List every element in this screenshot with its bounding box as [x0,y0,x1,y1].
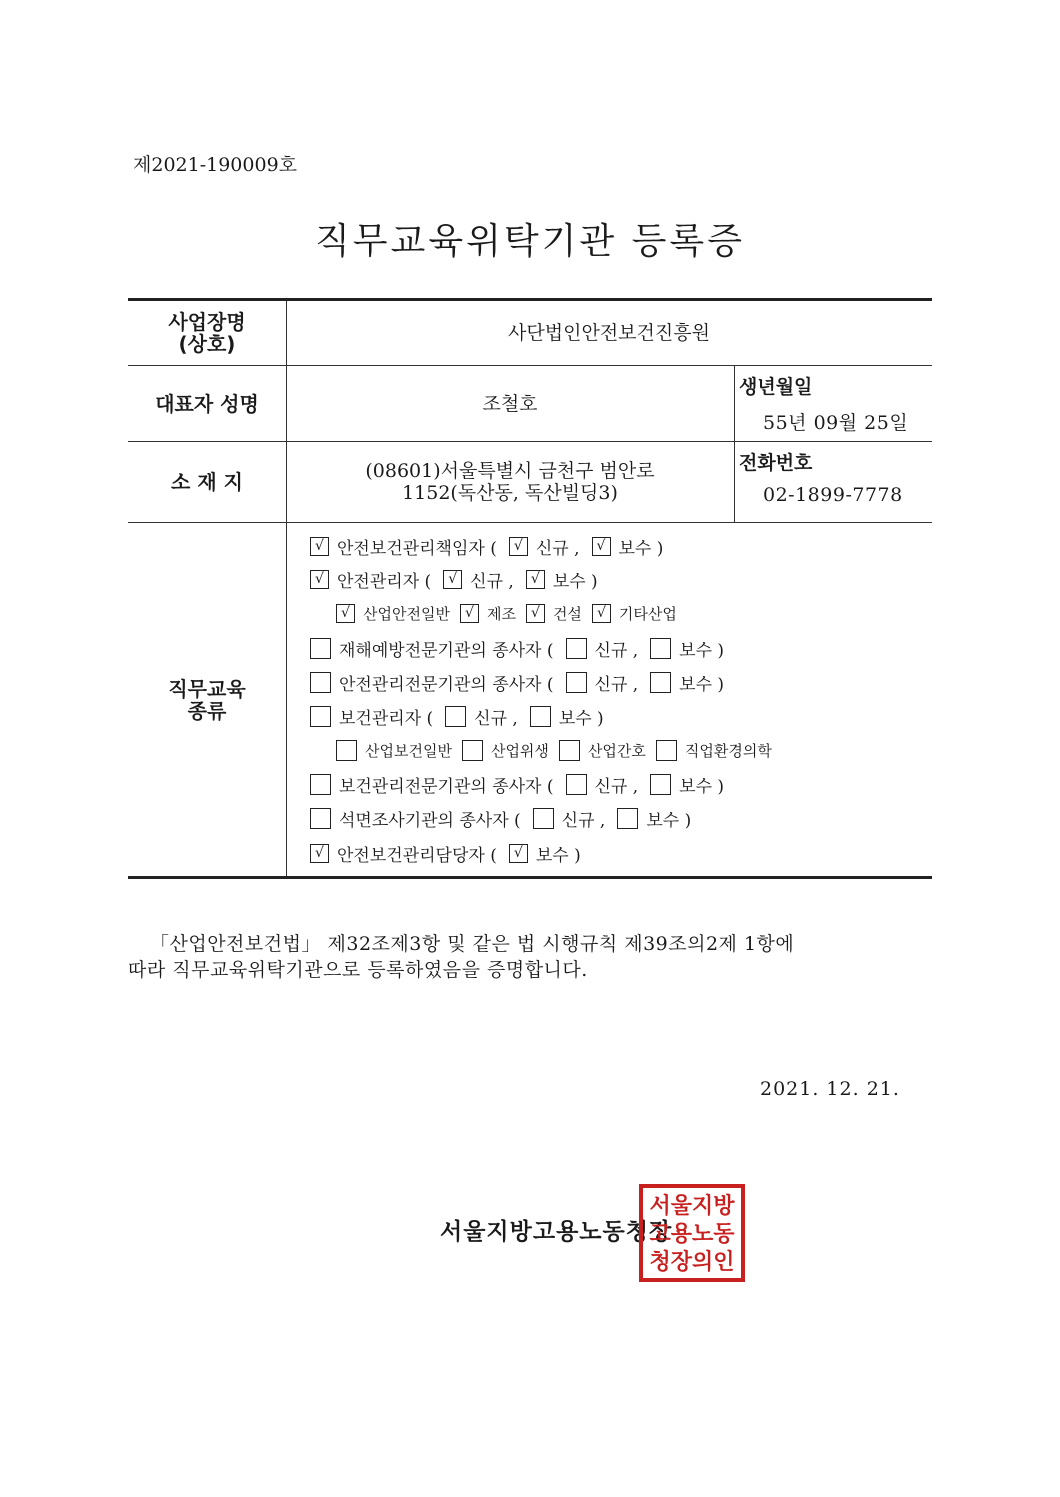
document-title: 직무교육위탁기관 등록증 [315,221,745,262]
main-checkbox[interactable]: √ [310,537,329,556]
representative-label: 대표자 성명 [128,366,287,441]
new-checkbox[interactable] [445,706,466,727]
renewal-checkbox[interactable]: √ [592,537,611,556]
renewal-checkbox[interactable]: √ [509,844,528,863]
sub-checkbox[interactable] [559,740,580,761]
phone-label: 전화번호 [739,452,813,474]
sub-checkbox[interactable] [656,740,677,761]
new-label: 신규 , [561,810,606,831]
line-label: 안전관리자 ( [337,571,432,592]
sub-label: 산업간호 [587,741,646,760]
new-checkbox[interactable]: √ [509,537,528,556]
sub-checkbox[interactable] [336,740,357,761]
main-checkbox[interactable] [310,706,331,727]
sub-label: 건설 [552,604,582,623]
representative-row [128,366,932,442]
sub-checkbox[interactable] [462,740,483,761]
birth-date-value: 55년 09월 25일 [763,412,909,434]
new-label: 신규 , [594,674,639,695]
training-line [310,635,724,661]
new-label: 신규 , [470,571,514,592]
statement-line2: 따라 직무교육위탁기관으로 등록하였음을 증명합니다. [128,959,588,981]
training-line [310,703,604,729]
renewal-checkbox[interactable] [650,774,671,795]
training-line [310,533,663,559]
training-types-label-line1: 직무교육 [168,676,246,701]
location-label: 소 재 지 [128,442,287,522]
certificate-number: 제2021-190009호 [133,154,298,176]
new-label: 신규 , [535,538,580,559]
statement-line1: 「산업안전보건법」 제32조제3항 및 같은 법 시행규칙 제39조의2제 1항에 [150,933,795,955]
sub-label: 산업보건일반 [365,741,452,760]
line-label: 안전보건관리담당자 ( [337,845,497,866]
issuer-name: 서울지방고용노동청장 [440,1219,673,1245]
sub-label: 산업안전일반 [363,604,450,623]
training-types-list [286,523,932,876]
line-label: 석면조사기관의 종사자 ( [339,810,521,831]
sub-checkbox[interactable]: √ [592,604,611,623]
phone-value: 02-1899-7778 [763,484,903,506]
registration-table [128,298,932,879]
sub-checkbox[interactable]: √ [526,604,545,623]
new-label: 신규 , [474,708,518,729]
renewal-label: 보수 ) [558,708,604,729]
training-line [310,840,581,866]
statement [128,931,940,981]
location-value-line1: (08601)서울특별시 금천구 범안로 [365,460,655,482]
renewal-checkbox[interactable] [650,672,671,693]
seal-text: 청장의인 [649,1249,735,1275]
issue-date: 2021. 12. 21. [760,1078,900,1100]
representative-value: 조철호 [482,392,538,415]
birth-date-cell [734,366,932,441]
renewal-checkbox[interactable] [530,706,551,727]
sub-checkbox[interactable]: √ [460,604,479,623]
main-checkbox[interactable]: √ [310,570,329,589]
renewal-label: 보수 ) [552,571,598,592]
line-label: 안전보건관리책임자 ( [337,538,497,559]
renewal-label: 보수 ) [679,674,725,695]
main-checkbox[interactable] [310,808,331,829]
location-row [128,442,932,523]
renewal-label: 보수 ) [646,810,692,831]
renewal-label: 보수 ) [679,776,725,797]
training-line [310,805,691,831]
training-line [336,600,687,626]
renewal-checkbox[interactable]: √ [526,570,545,589]
business-name-label-line2: (상호) [178,332,236,356]
renewal-label: 보수 ) [679,640,725,661]
line-label: 보건관리자 ( [339,708,434,729]
new-checkbox[interactable]: √ [443,570,462,589]
line-label: 보건관리전문기관의 종사자 ( [339,776,554,797]
line-label: 재해예방전문기관의 종사자 ( [339,640,554,661]
training-types-label [128,523,287,876]
main-checkbox[interactable] [310,774,331,795]
renewal-label: 보수 ) [618,538,664,559]
business-name-label [128,301,287,365]
location-value [286,442,734,522]
sub-checkbox[interactable]: √ [336,604,355,623]
new-checkbox[interactable] [566,672,587,693]
seal-text: 고용노동 [649,1221,735,1247]
phone-cell [734,442,932,522]
new-label: 신규 , [594,776,639,797]
sub-label: 기타산업 [618,604,677,623]
seal-text: 서울지방 [649,1193,735,1219]
new-checkbox[interactable] [533,808,554,829]
renewal-checkbox[interactable] [650,638,671,659]
training-line [310,771,724,797]
new-checkbox[interactable] [566,774,587,795]
training-line [336,737,782,763]
birth-date-label: 생년월일 [739,376,813,398]
sub-label: 제조 [486,604,516,623]
training-line [310,669,724,695]
main-checkbox[interactable] [310,672,331,693]
renewal-checkbox[interactable] [617,808,638,829]
sub-label: 직업환경의학 [684,741,772,760]
business-name-value: 사단법인안전보건진흥원 [508,322,710,344]
new-label: 신규 , [594,640,639,661]
training-line [310,566,598,592]
training-types-label-line2: 종류 [187,698,227,723]
renewal-label: 보수 ) [535,845,581,866]
official-seal [638,1183,746,1283]
business-name-row [128,301,932,366]
location-value-line2: 1152(독산동, 독산빌딩3) [402,482,618,504]
main-checkbox[interactable]: √ [310,844,329,863]
new-checkbox[interactable] [566,638,587,659]
business-name-label-line1: 사업장명 [168,310,246,334]
main-checkbox[interactable] [310,638,331,659]
sub-label: 산업위생 [490,741,549,760]
line-label: 안전관리전문기관의 종사자 ( [339,674,554,695]
training-types-row [128,523,932,876]
